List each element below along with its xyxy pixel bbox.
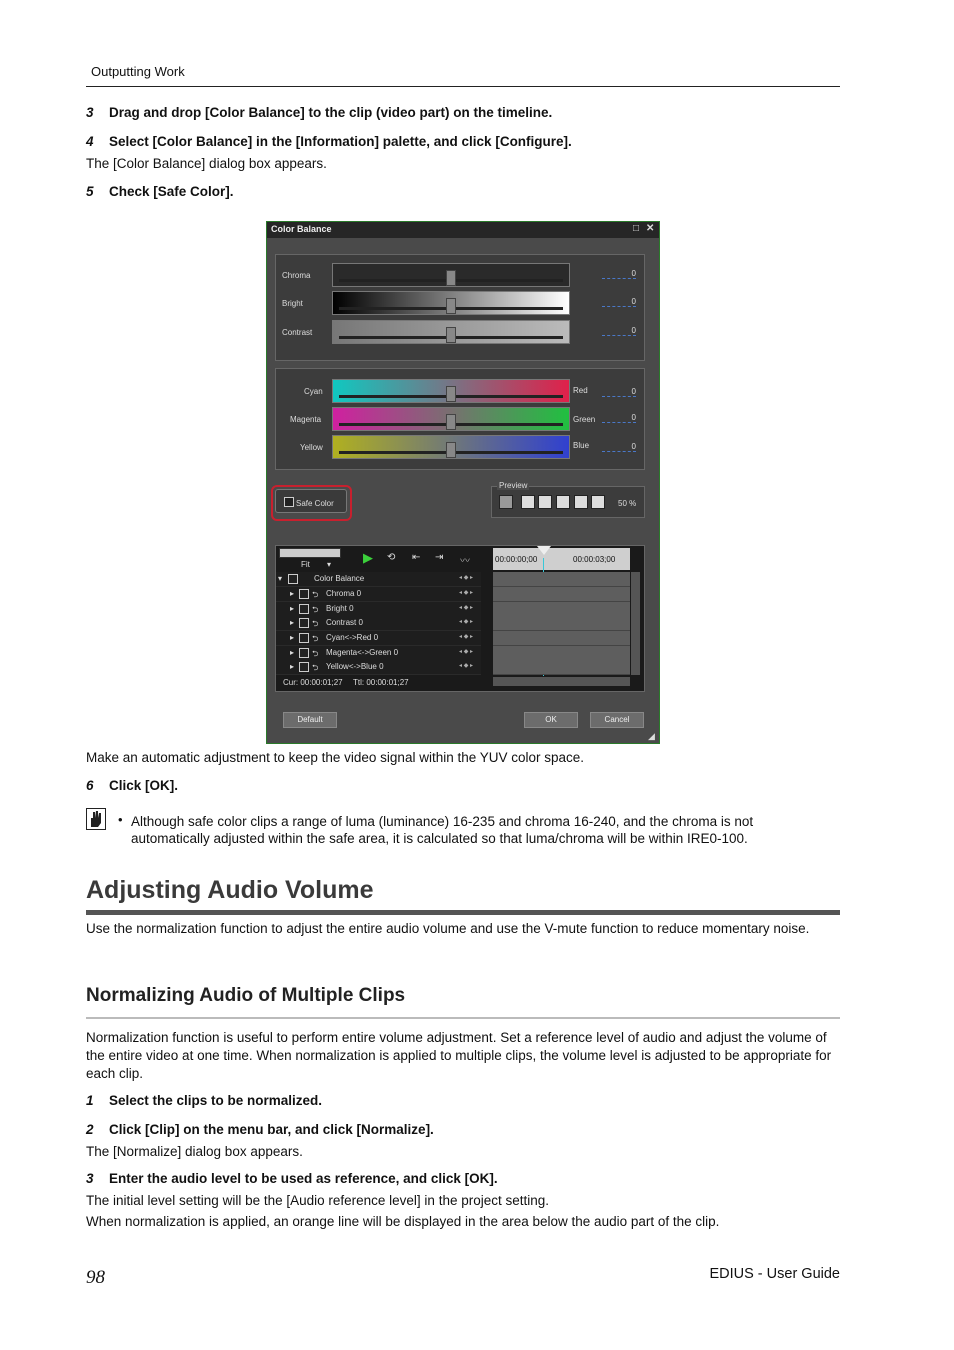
step-5: 5 Check [Safe Color]. xyxy=(86,184,234,199)
red-label: Red xyxy=(573,386,588,395)
green-label: Green xyxy=(573,415,596,424)
timecode-end: 00:00:03;00 xyxy=(573,555,616,564)
magenta-green-value[interactable]: 0 xyxy=(602,413,636,423)
section-intro: Use the normalization function to adjust the entire audio volume and use the V-mute function to reduce momentary noise. xyxy=(86,921,810,936)
contrast-value[interactable]: 0 xyxy=(602,326,636,336)
magenta-green-slider[interactable] xyxy=(332,407,570,431)
safe-color-label: Safe Color xyxy=(296,499,334,508)
step-3: 3 Drag and drop [Color Balance] to the clip (video part) on the timeline. xyxy=(86,105,553,120)
track-row-yellow-blue[interactable]: ▸ ⮌ Yellow<->Blue 0 ◂ ◆ ▸ xyxy=(276,660,481,675)
playhead-marker[interactable] xyxy=(537,546,551,555)
close-icon[interactable]: ✕ xyxy=(646,223,655,234)
key-row[interactable] xyxy=(493,616,630,631)
yellow-label: Yellow xyxy=(300,443,323,452)
preview-split-vertical-icon[interactable] xyxy=(556,495,570,509)
tone-group xyxy=(275,254,645,361)
note-icon xyxy=(86,808,106,830)
color-group xyxy=(275,368,645,470)
preview-bottom-icon[interactable] xyxy=(591,495,605,509)
key-row[interactable] xyxy=(493,646,630,661)
preview-split-horizontal-icon[interactable] xyxy=(574,495,588,509)
ttl-timecode: Ttl: 00:00:01;27 xyxy=(353,678,409,687)
subsection-title: Normalizing Audio of Multiple Clips xyxy=(86,985,406,1006)
cancel-button[interactable]: Cancel xyxy=(590,712,644,728)
chroma-knob[interactable] xyxy=(446,270,456,286)
ok-button[interactable]: OK xyxy=(524,712,578,728)
dialog-title-bar xyxy=(267,222,659,238)
track-row-color-balance[interactable]: ▾ Color Balance ◂ ◆ ▸ xyxy=(276,572,481,587)
safe-color-highlight xyxy=(271,485,352,521)
step-6: 6 Click [OK]. xyxy=(86,778,179,793)
fit-dropdown-icon[interactable]: ▾ xyxy=(327,560,332,569)
play-icon[interactable]: ▶ xyxy=(363,550,373,565)
key-row[interactable] xyxy=(493,602,630,617)
chroma-value[interactable]: 0 xyxy=(602,269,636,279)
next-key-icon[interactable]: ⇥ xyxy=(435,552,444,563)
zoom-slider[interactable] xyxy=(279,548,341,558)
preview-percent: 50 % xyxy=(618,499,637,508)
fit-label[interactable]: Fit xyxy=(301,560,310,569)
chroma-slider[interactable] xyxy=(332,263,570,287)
section-rule xyxy=(86,910,840,915)
key-row[interactable] xyxy=(493,587,630,602)
blue-label: Blue xyxy=(573,441,590,450)
vertical-scrollbar[interactable] xyxy=(631,572,640,675)
timecode-start: 00:00:00;00 xyxy=(495,555,538,564)
auto-adjust-text: Make an automatic adjustment to keep the video signal within the YUV color space. xyxy=(86,750,585,765)
subsection-rule xyxy=(86,1017,840,1019)
cyan-red-knob[interactable] xyxy=(446,386,456,402)
note-bullet: • xyxy=(118,812,123,827)
key-row[interactable] xyxy=(493,631,630,646)
bright-label: Bright xyxy=(282,299,303,308)
preview-label: Preview xyxy=(499,481,528,490)
bright-value[interactable]: 0 xyxy=(602,297,636,307)
dialog-title: Color Balance xyxy=(271,224,332,234)
chroma-label: Chroma xyxy=(282,271,311,280)
track-row-chroma[interactable]: ▸ ⮌ Chroma 0 ◂ ◆ ▸ xyxy=(276,587,481,602)
yellow-blue-knob[interactable] xyxy=(446,442,456,458)
prev-key-icon[interactable]: ⇤ xyxy=(412,552,421,563)
preview-full-icon[interactable] xyxy=(521,495,535,509)
key-row[interactable] xyxy=(493,572,630,587)
initial-level-text: The initial level setting will be the [Audio reference level] in the project setting. xyxy=(86,1193,550,1208)
section-title: Adjusting Audio Volume xyxy=(86,876,374,904)
page-number: 98 xyxy=(86,1267,105,1288)
bright-slider[interactable] xyxy=(332,291,570,315)
graph-icon[interactable]: 〰 xyxy=(460,556,470,567)
preview-pen-icon[interactable] xyxy=(499,495,513,509)
track-row-cyan-red[interactable]: ▸ ⮌ Cyan<->Red 0 ◂ ◆ ▸ xyxy=(276,631,481,646)
track-row-magenta-green[interactable]: ▸ ⮌ Magenta<->Green 0 ◂ ◆ ▸ xyxy=(276,646,481,661)
bright-knob[interactable] xyxy=(446,298,456,314)
contrast-slider[interactable] xyxy=(332,320,570,344)
key-row[interactable] xyxy=(493,660,630,675)
default-button[interactable]: Default xyxy=(283,712,337,728)
header-rule xyxy=(86,86,840,87)
cur-timecode: Cur: 00:00:01;27 xyxy=(283,678,343,687)
cyan-red-value[interactable]: 0 xyxy=(602,387,636,397)
yellow-blue-value[interactable]: 0 xyxy=(602,442,636,452)
loop-icon[interactable]: ⟲ xyxy=(387,552,396,563)
norm-step-2: 2 Click [Clip] on the menu bar, and click [Normalize]. xyxy=(86,1122,434,1137)
cyan-label: Cyan xyxy=(304,387,323,396)
preview-center-icon[interactable] xyxy=(538,495,552,509)
dialog-appears-text: The [Color Balance] dialog box appears. xyxy=(86,156,327,171)
magenta-green-knob[interactable] xyxy=(446,414,456,430)
norm-step-1: 1 Select the clips to be normalized. xyxy=(86,1093,323,1108)
contrast-label: Contrast xyxy=(282,328,313,337)
resize-grip-icon[interactable]: ◢ xyxy=(648,731,655,741)
maximize-icon[interactable]: □ xyxy=(633,223,640,234)
footer-guide: EDIUS - User Guide xyxy=(709,1266,840,1282)
yellow-blue-slider[interactable] xyxy=(332,435,570,459)
track-row-contrast[interactable]: ▸ ⮌ Contrast 0 ◂ ◆ ▸ xyxy=(276,616,481,631)
cyan-red-slider[interactable] xyxy=(332,379,570,403)
color-balance-dialog xyxy=(266,221,660,744)
running-header: Outputting Work xyxy=(91,64,185,79)
horizontal-scrollbar[interactable] xyxy=(493,677,630,686)
step-4: 4 Select [Color Balance] in the [Information] palette, and click [Configure]. xyxy=(86,134,572,149)
norm-step-3: 3 Enter the audio level to be used as reference, and click [OK]. xyxy=(86,1171,498,1186)
note-text: Although safe color clips a range of luma (luminance) 16-235 and chroma 16-240, and the chroma is not automatically adjusted within the safe area, it is calculated so that luma/chroma will be within IRE0-100. xyxy=(131,814,754,846)
magenta-label: Magenta xyxy=(290,415,322,424)
normalize-appears-text: The [Normalize] dialog box appears. xyxy=(86,1144,303,1159)
orange-line-text: When normalization is applied, an orange line will be displayed in the area below the audio part of the clip. xyxy=(86,1214,720,1229)
contrast-knob[interactable] xyxy=(446,327,456,343)
track-row-bright[interactable]: ▸ ⮌ Bright 0 ◂ ◆ ▸ xyxy=(276,602,481,617)
subsection-intro: Normalization function is useful to perform entire volume adjustment. Set a reference level of audio and adjust the volume of the entire video at one time. When normalization is applied to multiple clips, the volume level is adjusted to be appropriate for each clip. xyxy=(86,1030,832,1081)
